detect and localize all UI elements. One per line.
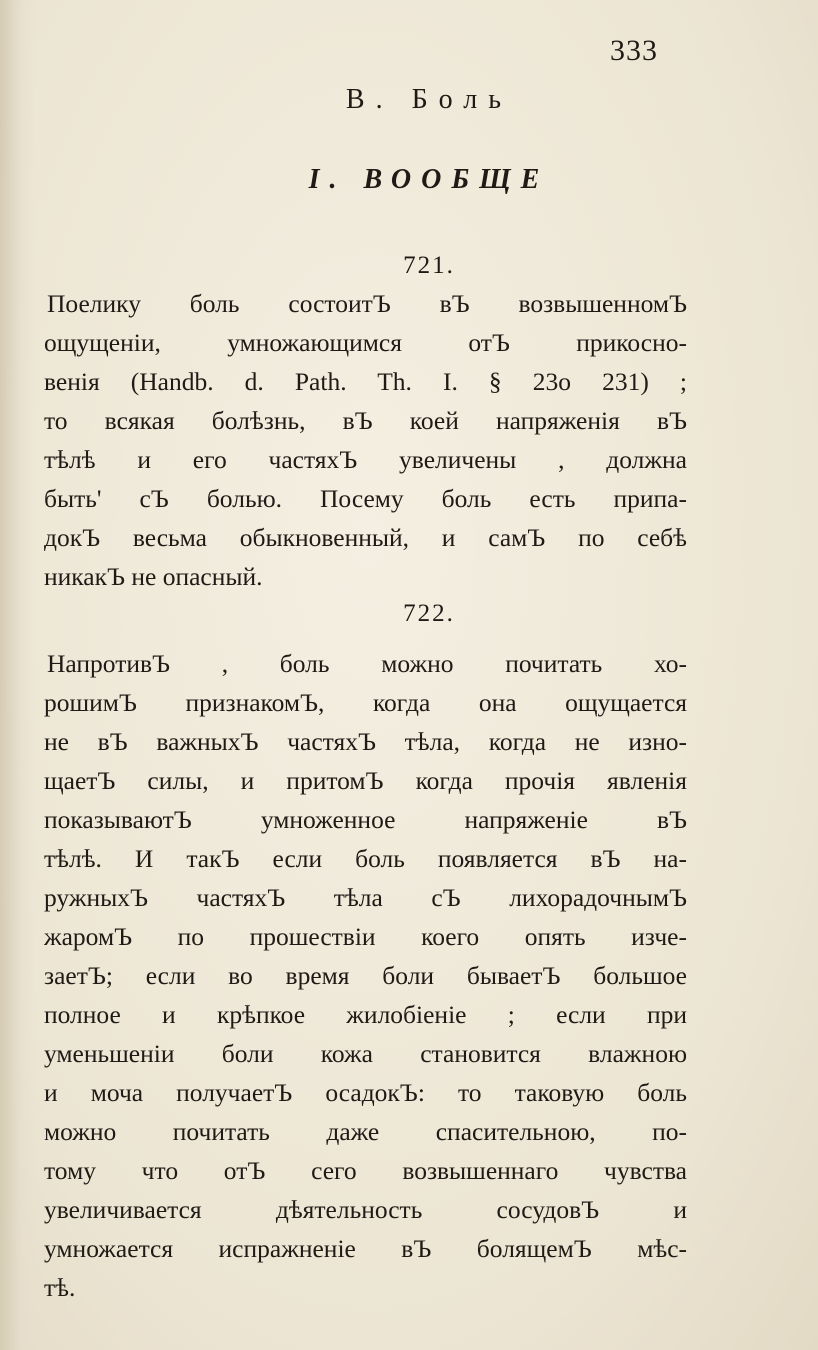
text-line: увеличивается дѣятельность сосудовЪ и — [44, 1195, 687, 1224]
text-line: то всякая болѣзнь, вЪ коей напряженія вЪ — [44, 406, 687, 435]
text-line: ощущеніи, умножающимся отЪ прикосно- — [44, 328, 687, 357]
text-line: и моча получаетЪ осадокЪ: то таковую боль — [44, 1078, 687, 1107]
text-line: не вЪ важныхЪ частяхЪ тѣла, когда не изно- — [44, 727, 687, 756]
text-line: полное и крѣпкое жилобіеніе ; если при — [44, 1000, 687, 1029]
text-line: тѣлѣ. И такЪ если боль появляется вЪ на- — [44, 844, 687, 873]
text-line: венія (Handb. d. Path. Th. I. § 23о 231) ; — [44, 367, 687, 396]
text-line: рошимЪ признакомЪ, когда она ощущается — [44, 688, 687, 717]
text-line: Поелику боль состоитЪ вЪ возвышенномЪ — [47, 289, 687, 318]
text-line: быть' сЪ болью. Посему боль есть припа- — [44, 484, 687, 513]
paragraph-text — [44, 644, 687, 1307]
binding-gutter-shadow — [0, 0, 36, 1350]
text-line: заетЪ; если во время боли бываетЪ большое — [44, 961, 687, 990]
page-number: 333 — [610, 34, 658, 67]
text-line: щаетЪ силы, и притомЪ когда прочія явленія — [44, 766, 687, 795]
section-heading: В. Боль — [345, 84, 513, 115]
subsection-heading: I. ВООБЩЕ — [308, 164, 550, 195]
text-line: показываютЪ умноженное напряженіе вЪ — [44, 805, 687, 834]
text-line: можно почитать даже спасительною, по- — [44, 1117, 687, 1146]
text-line: никакЪ не опасный. — [44, 562, 263, 591]
text-line: тому что отЪ сего возвышеннаго чувства — [44, 1156, 687, 1185]
text-line: уменьшеніи боли кожа становится влажною — [44, 1039, 687, 1068]
text-line: жаромЪ по прошествіи коего опять изче- — [44, 922, 687, 951]
text-line: ружныхЪ частяхЪ тѣла сЪ лихорадочнымЪ — [44, 883, 687, 912]
text-line: НапротивЪ , боль можно почитать хо- — [47, 649, 687, 678]
paragraph-number: 722. — [403, 600, 455, 627]
text-line: докЪ весьма обыкновенный, и самЪ по себѣ — [44, 523, 687, 552]
text-line: тѣлѣ и его частяхЪ увеличены , должна — [44, 445, 687, 474]
text-line: тѣ. — [44, 1273, 76, 1302]
text-line: умножается испражненіе вЪ болящемЪ мѣс- — [44, 1234, 687, 1263]
paragraph-number: 721. — [403, 252, 455, 279]
paragraph-text — [44, 284, 687, 596]
